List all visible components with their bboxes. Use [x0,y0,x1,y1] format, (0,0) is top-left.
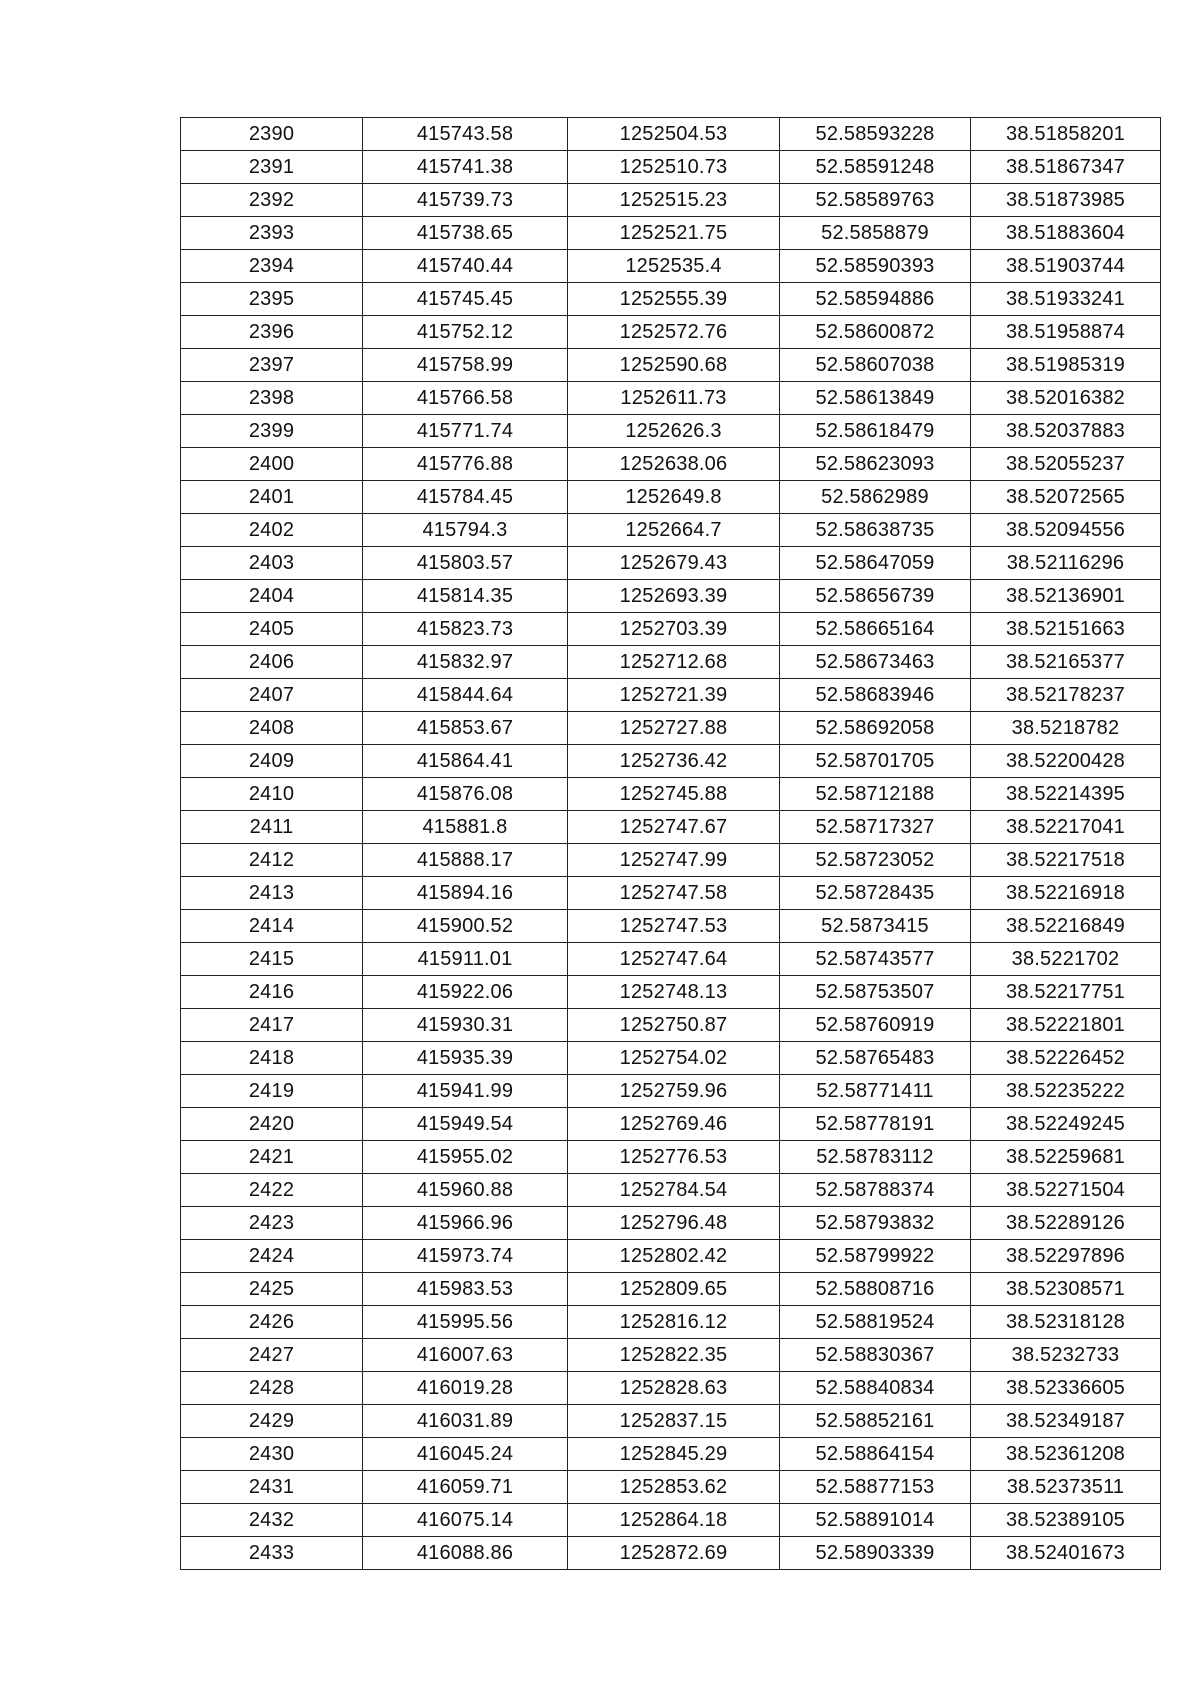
longitude-cell: 38.52072565 [971,481,1161,514]
latitude-cell: 52.58819524 [780,1306,971,1339]
table-row [181,1141,1161,1174]
latitude-cell: 52.58799922 [780,1240,971,1273]
longitude-cell: 38.51985319 [971,349,1161,382]
y-coordinate-cell: 1252721.39 [568,679,780,712]
point-number-cell: 2409 [181,745,363,778]
latitude-cell: 52.58723052 [780,844,971,877]
x-coordinate-cell: 415803.57 [363,547,568,580]
table-row [181,1306,1161,1339]
latitude-cell: 52.58903339 [780,1537,971,1570]
table-row [181,844,1161,877]
latitude-cell: 52.58623093 [780,448,971,481]
latitude-cell: 52.58589763 [780,184,971,217]
y-coordinate-cell: 1252747.58 [568,877,780,910]
y-coordinate-cell: 1252703.39 [568,613,780,646]
point-number-cell: 2432 [181,1504,363,1537]
y-coordinate-cell: 1252864.18 [568,1504,780,1537]
y-coordinate-cell: 1252828.63 [568,1372,780,1405]
point-number-cell: 2407 [181,679,363,712]
table-row [181,580,1161,613]
y-coordinate-cell: 1252769.46 [568,1108,780,1141]
x-coordinate-cell: 415853.67 [363,712,568,745]
table-row [181,1537,1161,1570]
x-coordinate-cell: 415894.16 [363,877,568,910]
y-coordinate-cell: 1252747.67 [568,811,780,844]
point-number-cell: 2429 [181,1405,363,1438]
latitude-cell: 52.58647059 [780,547,971,580]
longitude-cell: 38.52226452 [971,1042,1161,1075]
latitude-cell: 52.58760919 [780,1009,971,1042]
longitude-cell: 38.52055237 [971,448,1161,481]
point-number-cell: 2402 [181,514,363,547]
x-coordinate-cell: 415949.54 [363,1108,568,1141]
longitude-cell: 38.52217518 [971,844,1161,877]
latitude-cell: 52.5873415 [780,910,971,943]
longitude-cell: 38.52318128 [971,1306,1161,1339]
latitude-cell: 52.58665164 [780,613,971,646]
latitude-cell: 52.58864154 [780,1438,971,1471]
y-coordinate-cell: 1252649.8 [568,481,780,514]
x-coordinate-cell: 416019.28 [363,1372,568,1405]
y-coordinate-cell: 1252747.64 [568,943,780,976]
longitude-cell: 38.52214395 [971,778,1161,811]
x-coordinate-cell: 415745.45 [363,283,568,316]
latitude-cell: 52.58788374 [780,1174,971,1207]
y-coordinate-cell: 1252747.99 [568,844,780,877]
x-coordinate-cell: 415784.45 [363,481,568,514]
table-row [181,877,1161,910]
x-coordinate-cell: 415844.64 [363,679,568,712]
point-number-cell: 2430 [181,1438,363,1471]
coordinates-table [180,117,1161,1570]
y-coordinate-cell: 1252747.53 [568,910,780,943]
y-coordinate-cell: 1252872.69 [568,1537,780,1570]
point-number-cell: 2414 [181,910,363,943]
y-coordinate-cell: 1252521.75 [568,217,780,250]
y-coordinate-cell: 1252679.43 [568,547,780,580]
point-number-cell: 2427 [181,1339,363,1372]
longitude-cell: 38.51958874 [971,316,1161,349]
longitude-cell: 38.52249245 [971,1108,1161,1141]
point-number-cell: 2404 [181,580,363,613]
y-coordinate-cell: 1252510.73 [568,151,780,184]
latitude-cell: 52.58891014 [780,1504,971,1537]
y-coordinate-cell: 1252736.42 [568,745,780,778]
latitude-cell: 52.58593228 [780,118,971,151]
latitude-cell: 52.5862989 [780,481,971,514]
longitude-cell: 38.52349187 [971,1405,1161,1438]
latitude-cell: 52.58753507 [780,976,971,1009]
x-coordinate-cell: 416031.89 [363,1405,568,1438]
x-coordinate-cell: 415941.99 [363,1075,568,1108]
longitude-cell: 38.5221702 [971,943,1161,976]
y-coordinate-cell: 1252750.87 [568,1009,780,1042]
table-row [181,118,1161,151]
point-number-cell: 2415 [181,943,363,976]
table-row [181,778,1161,811]
y-coordinate-cell: 1252837.15 [568,1405,780,1438]
latitude-cell: 52.58607038 [780,349,971,382]
longitude-cell: 38.52217751 [971,976,1161,1009]
x-coordinate-cell: 415814.35 [363,580,568,613]
latitude-cell: 52.58778191 [780,1108,971,1141]
table-row [181,316,1161,349]
point-number-cell: 2401 [181,481,363,514]
table-row [181,712,1161,745]
y-coordinate-cell: 1252664.7 [568,514,780,547]
y-coordinate-cell: 1252809.65 [568,1273,780,1306]
table-row [181,1075,1161,1108]
point-number-cell: 2393 [181,217,363,250]
table-row [181,415,1161,448]
latitude-cell: 52.58590393 [780,250,971,283]
longitude-cell: 38.52389105 [971,1504,1161,1537]
point-number-cell: 2418 [181,1042,363,1075]
longitude-cell: 38.52165377 [971,646,1161,679]
longitude-cell: 38.52094556 [971,514,1161,547]
latitude-cell: 52.58712188 [780,778,971,811]
point-number-cell: 2417 [181,1009,363,1042]
x-coordinate-cell: 415752.12 [363,316,568,349]
table-row [181,250,1161,283]
x-coordinate-cell: 415776.88 [363,448,568,481]
point-number-cell: 2420 [181,1108,363,1141]
longitude-cell: 38.52271504 [971,1174,1161,1207]
x-coordinate-cell: 415955.02 [363,1141,568,1174]
table-row [181,1240,1161,1273]
x-coordinate-cell: 416007.63 [363,1339,568,1372]
x-coordinate-cell: 415741.38 [363,151,568,184]
y-coordinate-cell: 1252822.35 [568,1339,780,1372]
x-coordinate-cell: 415743.58 [363,118,568,151]
x-coordinate-cell: 415823.73 [363,613,568,646]
table-row [181,151,1161,184]
longitude-cell: 38.51867347 [971,151,1161,184]
longitude-cell: 38.52373511 [971,1471,1161,1504]
point-number-cell: 2411 [181,811,363,844]
x-coordinate-cell: 415966.96 [363,1207,568,1240]
x-coordinate-cell: 416059.71 [363,1471,568,1504]
point-number-cell: 2421 [181,1141,363,1174]
y-coordinate-cell: 1252693.39 [568,580,780,613]
table-row [181,1438,1161,1471]
point-number-cell: 2403 [181,547,363,580]
latitude-cell: 52.58852161 [780,1405,971,1438]
x-coordinate-cell: 415766.58 [363,382,568,415]
latitude-cell: 52.5858879 [780,217,971,250]
y-coordinate-cell: 1252759.96 [568,1075,780,1108]
x-coordinate-cell: 415876.08 [363,778,568,811]
latitude-cell: 52.58830367 [780,1339,971,1372]
y-coordinate-cell: 1252754.02 [568,1042,780,1075]
longitude-cell: 38.52216918 [971,877,1161,910]
longitude-cell: 38.52221801 [971,1009,1161,1042]
table-row [181,283,1161,316]
longitude-cell: 38.52401673 [971,1537,1161,1570]
latitude-cell: 52.58728435 [780,877,971,910]
longitude-cell: 38.52235222 [971,1075,1161,1108]
point-number-cell: 2423 [181,1207,363,1240]
point-number-cell: 2413 [181,877,363,910]
point-number-cell: 2426 [181,1306,363,1339]
table-row [181,349,1161,382]
table-row [181,1207,1161,1240]
point-number-cell: 2397 [181,349,363,382]
point-number-cell: 2433 [181,1537,363,1570]
y-coordinate-cell: 1252555.39 [568,283,780,316]
x-coordinate-cell: 415983.53 [363,1273,568,1306]
longitude-cell: 38.51858201 [971,118,1161,151]
point-number-cell: 2392 [181,184,363,217]
point-number-cell: 2405 [181,613,363,646]
x-coordinate-cell: 415888.17 [363,844,568,877]
longitude-cell: 38.52361208 [971,1438,1161,1471]
point-number-cell: 2390 [181,118,363,151]
table-row [181,646,1161,679]
latitude-cell: 52.58743577 [780,943,971,976]
longitude-cell: 38.51873985 [971,184,1161,217]
point-number-cell: 2406 [181,646,363,679]
table-row [181,184,1161,217]
table-row [181,1174,1161,1207]
longitude-cell: 38.52336605 [971,1372,1161,1405]
table-row [181,1108,1161,1141]
longitude-cell: 38.52217041 [971,811,1161,844]
table-row [181,217,1161,250]
longitude-cell: 38.52289126 [971,1207,1161,1240]
table-row [181,448,1161,481]
latitude-cell: 52.58600872 [780,316,971,349]
longitude-cell: 38.52178237 [971,679,1161,712]
longitude-cell: 38.5232733 [971,1339,1161,1372]
y-coordinate-cell: 1252776.53 [568,1141,780,1174]
point-number-cell: 2422 [181,1174,363,1207]
x-coordinate-cell: 415771.74 [363,415,568,448]
latitude-cell: 52.58656739 [780,580,971,613]
point-number-cell: 2424 [181,1240,363,1273]
x-coordinate-cell: 415911.01 [363,943,568,976]
y-coordinate-cell: 1252504.53 [568,118,780,151]
x-coordinate-cell: 415995.56 [363,1306,568,1339]
latitude-cell: 52.58840834 [780,1372,971,1405]
latitude-cell: 52.58701705 [780,745,971,778]
table-row [181,1504,1161,1537]
y-coordinate-cell: 1252853.62 [568,1471,780,1504]
latitude-cell: 52.58783112 [780,1141,971,1174]
x-coordinate-cell: 415973.74 [363,1240,568,1273]
latitude-cell: 52.58692058 [780,712,971,745]
latitude-cell: 52.58618479 [780,415,971,448]
latitude-cell: 52.58771411 [780,1075,971,1108]
coordinates-table-body [181,118,1161,1570]
point-number-cell: 2431 [181,1471,363,1504]
x-coordinate-cell: 415930.31 [363,1009,568,1042]
latitude-cell: 52.58877153 [780,1471,971,1504]
point-number-cell: 2395 [181,283,363,316]
table-row [181,1042,1161,1075]
x-coordinate-cell: 415794.3 [363,514,568,547]
longitude-cell: 38.52136901 [971,580,1161,613]
table-row [181,679,1161,712]
y-coordinate-cell: 1252796.48 [568,1207,780,1240]
latitude-cell: 52.58808716 [780,1273,971,1306]
table-row [181,1273,1161,1306]
y-coordinate-cell: 1252816.12 [568,1306,780,1339]
y-coordinate-cell: 1252611.73 [568,382,780,415]
x-coordinate-cell: 415864.41 [363,745,568,778]
x-coordinate-cell: 415922.06 [363,976,568,1009]
point-number-cell: 2425 [181,1273,363,1306]
x-coordinate-cell: 415900.52 [363,910,568,943]
y-coordinate-cell: 1252784.54 [568,1174,780,1207]
table-row [181,514,1161,547]
table-row [181,613,1161,646]
table-row [181,745,1161,778]
point-number-cell: 2419 [181,1075,363,1108]
x-coordinate-cell: 416075.14 [363,1504,568,1537]
table-row [181,1405,1161,1438]
point-number-cell: 2412 [181,844,363,877]
table-row [181,976,1161,1009]
latitude-cell: 52.58683946 [780,679,971,712]
longitude-cell: 38.52151663 [971,613,1161,646]
latitude-cell: 52.58591248 [780,151,971,184]
x-coordinate-cell: 415739.73 [363,184,568,217]
table-row [181,811,1161,844]
y-coordinate-cell: 1252745.88 [568,778,780,811]
y-coordinate-cell: 1252638.06 [568,448,780,481]
longitude-cell: 38.51903744 [971,250,1161,283]
longitude-cell: 38.51933241 [971,283,1161,316]
document-page [180,117,1160,1570]
point-number-cell: 2391 [181,151,363,184]
longitude-cell: 38.5218782 [971,712,1161,745]
y-coordinate-cell: 1252748.13 [568,976,780,1009]
longitude-cell: 38.52116296 [971,547,1161,580]
y-coordinate-cell: 1252626.3 [568,415,780,448]
x-coordinate-cell: 415740.44 [363,250,568,283]
x-coordinate-cell: 415738.65 [363,217,568,250]
longitude-cell: 38.51883604 [971,217,1161,250]
table-row [181,1471,1161,1504]
point-number-cell: 2396 [181,316,363,349]
longitude-cell: 38.52037883 [971,415,1161,448]
table-row [181,382,1161,415]
y-coordinate-cell: 1252845.29 [568,1438,780,1471]
latitude-cell: 52.58765483 [780,1042,971,1075]
y-coordinate-cell: 1252535.4 [568,250,780,283]
x-coordinate-cell: 415881.8 [363,811,568,844]
point-number-cell: 2428 [181,1372,363,1405]
point-number-cell: 2394 [181,250,363,283]
table-row [181,1009,1161,1042]
point-number-cell: 2398 [181,382,363,415]
latitude-cell: 52.58717327 [780,811,971,844]
latitude-cell: 52.58613849 [780,382,971,415]
x-coordinate-cell: 415832.97 [363,646,568,679]
point-number-cell: 2399 [181,415,363,448]
table-row [181,547,1161,580]
x-coordinate-cell: 415960.88 [363,1174,568,1207]
latitude-cell: 52.58594886 [780,283,971,316]
longitude-cell: 38.52200428 [971,745,1161,778]
longitude-cell: 38.52216849 [971,910,1161,943]
longitude-cell: 38.52016382 [971,382,1161,415]
y-coordinate-cell: 1252515.23 [568,184,780,217]
x-coordinate-cell: 416045.24 [363,1438,568,1471]
longitude-cell: 38.52259681 [971,1141,1161,1174]
point-number-cell: 2410 [181,778,363,811]
latitude-cell: 52.58673463 [780,646,971,679]
point-number-cell: 2400 [181,448,363,481]
table-row [181,1372,1161,1405]
latitude-cell: 52.58793832 [780,1207,971,1240]
y-coordinate-cell: 1252727.88 [568,712,780,745]
point-number-cell: 2416 [181,976,363,1009]
y-coordinate-cell: 1252590.68 [568,349,780,382]
latitude-cell: 52.58638735 [780,514,971,547]
longitude-cell: 38.52297896 [971,1240,1161,1273]
y-coordinate-cell: 1252712.68 [568,646,780,679]
longitude-cell: 38.52308571 [971,1273,1161,1306]
x-coordinate-cell: 415758.99 [363,349,568,382]
table-row [181,943,1161,976]
table-row [181,910,1161,943]
x-coordinate-cell: 415935.39 [363,1042,568,1075]
y-coordinate-cell: 1252572.76 [568,316,780,349]
table-row [181,1339,1161,1372]
table-row [181,481,1161,514]
x-coordinate-cell: 416088.86 [363,1537,568,1570]
point-number-cell: 2408 [181,712,363,745]
y-coordinate-cell: 1252802.42 [568,1240,780,1273]
